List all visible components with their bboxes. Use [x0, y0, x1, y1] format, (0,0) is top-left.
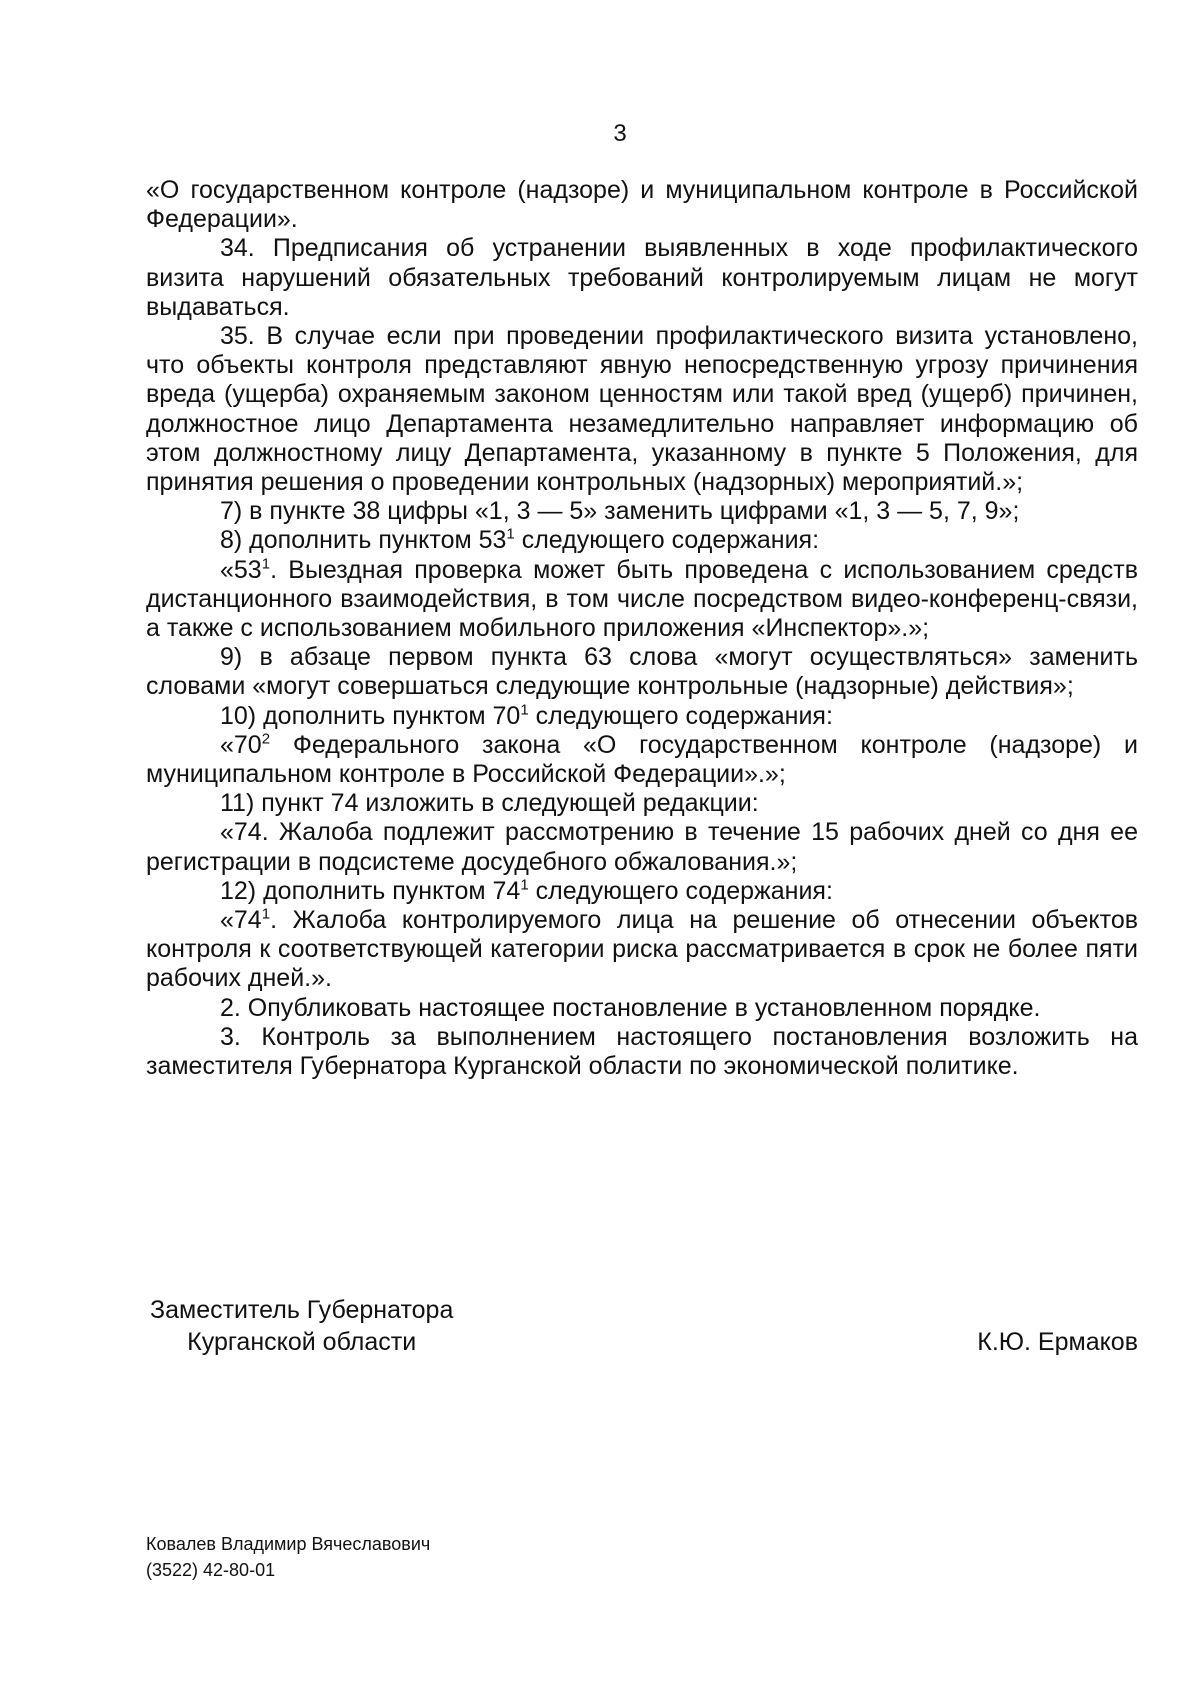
signer-name: К.Ю. Ермаков: [977, 1328, 1138, 1356]
paragraph-item-8: [146, 526, 1138, 555]
paragraph-item-9: 9) в абзаце первом пункта 63 слова «могут осуществляться» заменить словами «могут совершаться следующие контрольные (надзорные) действия»;: [146, 643, 1138, 701]
superscript: 1: [520, 701, 529, 719]
executor-info: [146, 1531, 430, 1583]
text-fragment: «74: [220, 906, 262, 935]
document-body: [146, 176, 1138, 1081]
superscript: 1: [506, 526, 515, 544]
superscript: 1: [261, 555, 271, 573]
text-fragment: Федерального закона «О государственном контроле (надзоре) и муниципальном контроле в Российской Федерации».»;: [146, 730, 1138, 789]
paragraph-item-12: [146, 877, 1138, 906]
text-fragment: 8) дополнить пунктом 53: [220, 526, 507, 555]
superscript: 1: [261, 905, 271, 923]
paragraph-74-1: [146, 906, 1138, 994]
text-fragment: . Жалоба контролируемого лица на решение об отнесении объектов контроля к соответствующей категории риска рассматривается в срок не более пяти рабочих дней.».: [146, 906, 1138, 993]
paragraph-clause-3: 3. Контроль за выполнением настоящего постановления возложить на заместителя Губернатора Курганской области по экономической политике.: [146, 1022, 1138, 1081]
superscript: 1: [520, 876, 529, 894]
paragraph-70-1: [146, 731, 1138, 789]
paragraph-item-10: [146, 702, 1138, 731]
signer-position-line: Заместитель Губернатора: [150, 1296, 454, 1324]
paragraph-item-7: 7) в пункте 38 цифры «1, 3 — 5» заменить цифрами «1, 3 — 5, 7, 9»;: [220, 497, 1020, 526]
text-fragment: следующего содержания:: [528, 701, 833, 730]
paragraph-53-1: [146, 556, 1138, 644]
paragraph-34: 34. Предписания об устранении выявленных в ходе профилактического визита нарушений обязательных требований контролируемым лицам не могут выдаваться.: [146, 234, 1138, 321]
paragraph-clause-2: 2. Опубликовать настоящее постановление в установленном порядке.: [220, 993, 1041, 1022]
text-fragment: следующего содержания:: [528, 876, 833, 905]
superscript: 2: [261, 730, 271, 748]
text-fragment: 10) дополнить пунктом 70: [220, 701, 521, 730]
signer-position-line: Курганской области: [187, 1328, 417, 1356]
executor-name: Ковалев Владимир Вячеславович: [146, 1534, 431, 1554]
text-fragment: «53: [220, 555, 262, 584]
text-fragment: «70: [220, 730, 262, 759]
paragraph-continuation: «О государственном контроле (надзоре) и муниципальном контроле в Российской Федерации».: [146, 176, 1138, 234]
page-number: 3: [613, 120, 627, 147]
executor-phone: (3522) 42-80-01: [146, 1560, 276, 1580]
text-fragment: 12) дополнить пунктом 74: [220, 876, 521, 905]
signer-position: [150, 1294, 453, 1358]
paragraph-35: 35. В случае если при проведении профилактического визита установлено, что объекты контроля представляют явную непосредственную угрозу причинения вреда (ущерба) охраняемым законом ценностям или такой вред (ущерб) причинен, должностное лицо Департамента незамедлительно направляет информацию об этом должностному лицу Департамента, указанному в пункте 5 Положения, для принятия решения о проведении контрольных (надзорных) мероприятий.»;: [146, 322, 1138, 497]
paragraph-74: «74. Жалоба подлежит рассмотрению в течение 15 рабочих дней со дня ее регистрации в подсистеме досудебного обжалования.»;: [146, 818, 1138, 876]
paragraph-item-11: 11) пункт 74 изложить в следующей редакции:: [220, 789, 759, 818]
text-fragment: . Выездная проверка может быть проведена с использованием средств дистанционного взаимодействия, в том числе посредством видео-конференц-связи, а также с использованием мобильного приложения «Инспектор».»;: [146, 555, 1138, 643]
text-fragment: следующего содержания:: [514, 526, 820, 555]
